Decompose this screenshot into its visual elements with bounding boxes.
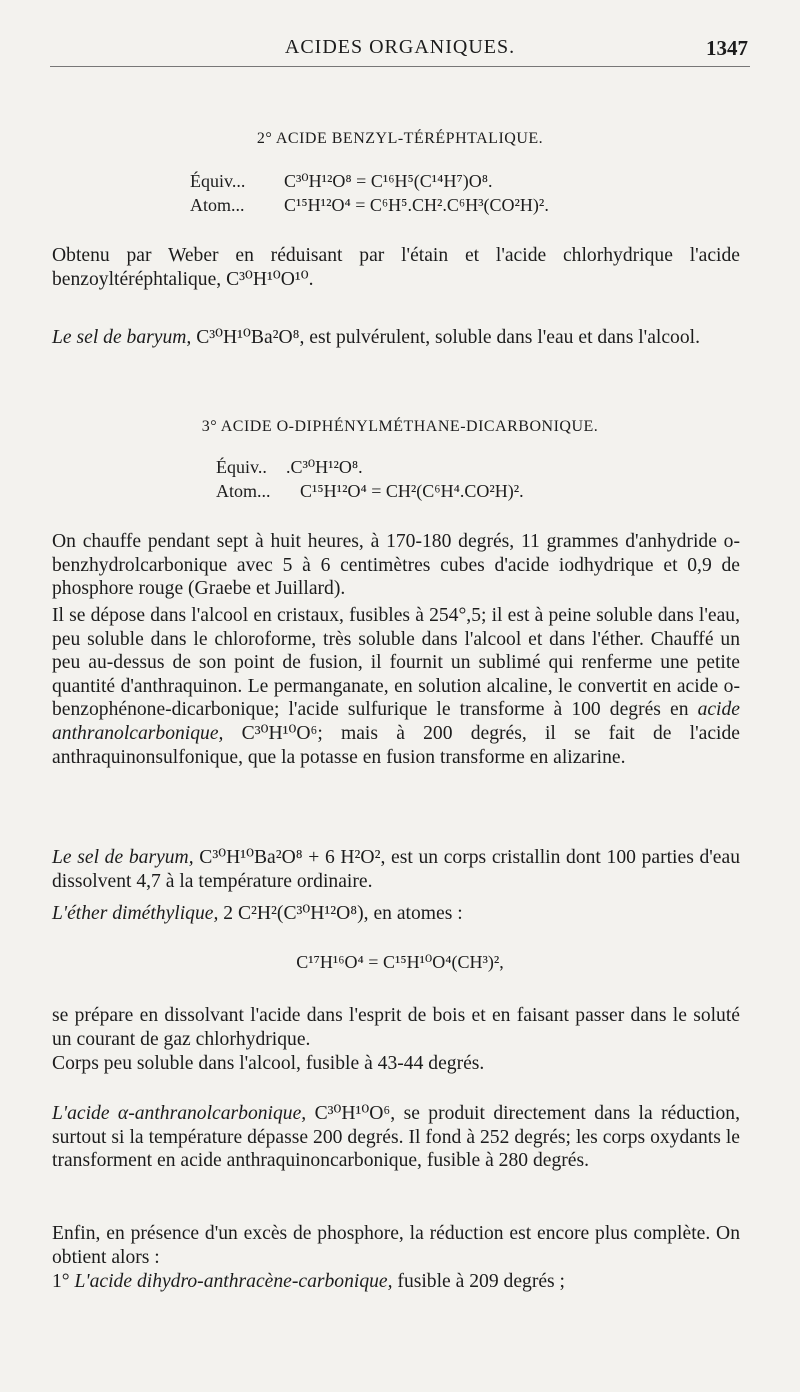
list-number: 1°	[52, 1271, 75, 1292]
paragraph-text: C³⁰H¹⁰Ba²O⁸, est pulvérulent, soluble dans l'eau et dans l'alcool.	[191, 327, 700, 348]
running-title: ACIDES ORGANIQUES.	[284, 36, 516, 58]
header-rule	[50, 66, 750, 67]
italic-term: L'éther diméthylique,	[52, 903, 219, 924]
italic-term: Le sel de baryum,	[52, 847, 194, 868]
atom-formula: C¹⁵H¹²O⁴ = CH²(C⁶H⁴.CO²H)².	[300, 481, 524, 501]
paragraph-text: fusible à 209 degrés ;	[392, 1271, 566, 1292]
paragraph: Corps peu soluble dans l'alcool, fusible à 43-44 degrés.	[52, 1053, 485, 1074]
paragraph	[52, 1270, 740, 1294]
atom-label: Atom...	[216, 481, 271, 501]
atom-formula: C¹⁵H¹²O⁴ = C⁶H⁵.CH².C⁶H³(CO²H)².	[284, 195, 549, 215]
equiv-formula: .C³⁰H¹²O⁸.	[286, 457, 363, 477]
equiv-label: Équiv..	[216, 457, 267, 477]
paragraph	[52, 1102, 740, 1173]
section-heading-diphenylmethane: 3° ACIDE O-DIPHÉNYLMÉTHANE-DICARBONIQUE.	[201, 418, 599, 435]
paragraph	[52, 902, 740, 926]
paragraph: On chauffe pendant sept à huit heures, à 170-180 degrés, 11 grammes d'anhydride o-benzhydrolcarbonique avec 5 à 6 centimètres cubes d'acide iodhydrique et 0,9 de phosphore rouge (Graebe et Juillard).	[52, 531, 740, 600]
paragraph: Enfin, en présence d'un excès de phosphore, la réduction est encore plus complète. On obtient alors :	[52, 1223, 740, 1268]
italic-term: acide anthranolcarbonique,	[52, 699, 740, 744]
italic-term: L'acide α-anthranolcarbonique,	[52, 1103, 307, 1124]
page-number: 1347	[706, 36, 748, 60]
equiv-formula: C³⁰H¹²O⁸ = C¹⁶H⁵(C¹⁴H⁷)O⁸.	[284, 171, 493, 191]
paragraph: Obtenu par Weber en réduisant par l'étain et l'acide chlorhydrique l'acide benzoyltéréphtalique, C³⁰H¹⁰O¹⁰.	[52, 245, 740, 290]
paragraph-text: C³⁰H¹⁰O⁶; mais à 200 degrés, il se fait de l'acide anthraquinonsulfonique, que la potasse en fusion transforme en alizarine.	[52, 722, 740, 768]
page-header	[0, 36, 800, 64]
paragraph-text: C³⁰H¹⁰Ba²O⁸ + 6 H²O², est un corps cristallin dont 100 parties d'eau dissolvent 4,7 à la température ordinaire.	[52, 847, 740, 892]
paragraph	[52, 326, 740, 350]
atom-label: Atom...	[190, 195, 245, 215]
paragraph: se prépare en dissolvant l'acide dans l'esprit de bois et en faisant passer dans le soluté un courant de gaz chlorhydrique.	[52, 1005, 740, 1050]
paragraph-text: 2 C²H²(C³⁰H¹²O⁸), en atomes :	[218, 903, 463, 924]
italic-term: Le sel de baryum,	[52, 327, 192, 348]
centered-formula: C¹⁷H¹⁶O⁴ = C¹⁵H¹⁰O⁴(CH³)²,	[296, 952, 504, 972]
section-heading-benzyl-terephtalique: 2° ACIDE BENZYL-TÉRÉPHTALIQUE.	[256, 130, 544, 147]
paragraph-text: Il se dépose dans l'alcool en cristaux, fusibles à 254°,5; il est à peine soluble dans l'eau, peu soluble dans le chloroforme, très soluble dans l'alcool et dans l'éther. Chauffé un peu au-dessus de son point de fusion, il fournit un sublimé qui renferme une petite quantité d'anthraquinon. Le permanganate, en solution alcaline, le convertit en acide o-benzophénone-dicarbonique; l'acide sulfurique le transforme à 100 degrés en	[52, 605, 740, 721]
italic-term: L'acide dihydro-anthracène-carbonique,	[74, 1271, 393, 1292]
equiv-label: Équiv...	[190, 171, 246, 191]
paragraph	[52, 846, 740, 893]
paragraph-text: C³⁰H¹⁰O⁶, se produit directement dans la réduction, surtout si la température dépasse 200 degrés. Il fond à 252 degrés; les corps oxydants le transforment en acide anthraquinoncarbonique, fusible à 280 degrés.	[52, 1103, 740, 1172]
paragraph	[52, 604, 740, 769]
